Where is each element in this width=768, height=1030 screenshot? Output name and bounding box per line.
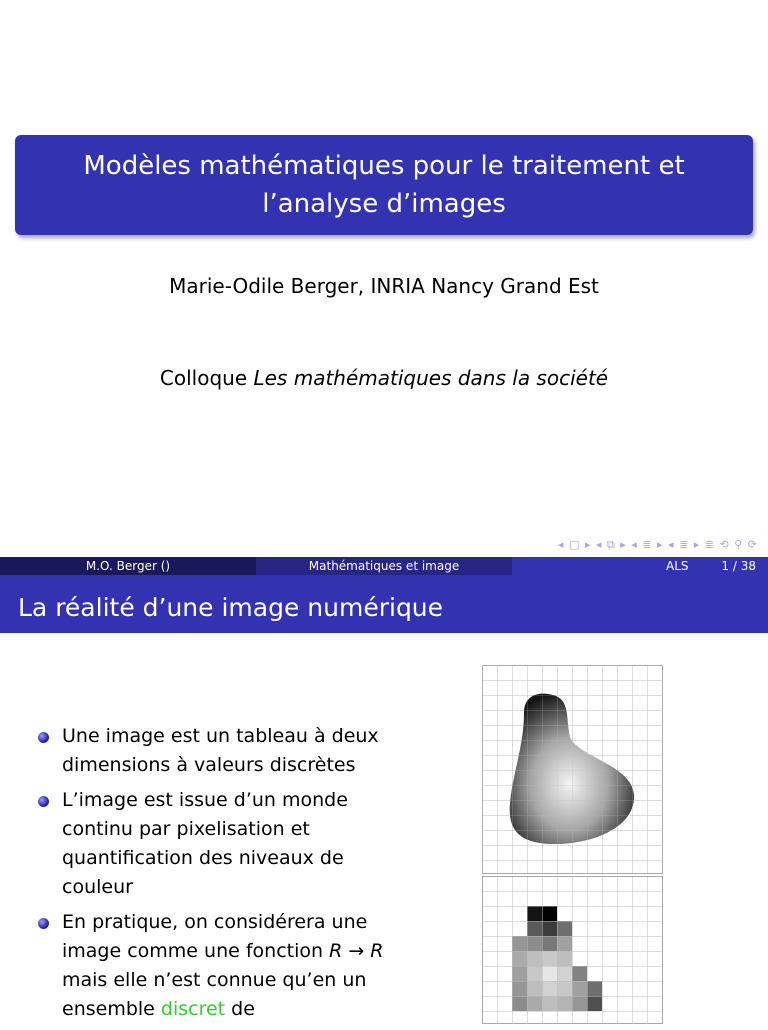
footer-bar <box>0 557 768 575</box>
bullet-text: L’image est issue d’un monde continu par pixelisation et quantification des niveaux de couleur <box>62 789 348 898</box>
footer-author: M.O. Berger () <box>0 557 256 575</box>
event-name: Les mathématiques dans la société <box>253 366 609 390</box>
footer-institute: ALS <box>666 559 689 573</box>
bullet-item <box>38 722 388 780</box>
presentation-title: Modèles mathématiques pour le traitement et l’analyse d’images <box>83 151 685 219</box>
event-prefix: Colloque <box>159 366 254 390</box>
highlight-word: discret <box>160 998 226 1020</box>
bullet-icon <box>38 796 49 807</box>
title-block <box>15 135 753 235</box>
math-expression: R → R <box>329 940 384 962</box>
bullet-list <box>38 722 388 1030</box>
bullet-text-mid: mais elle n’est connue qu’en un ensemble <box>62 969 367 1020</box>
bullet-icon <box>38 918 49 929</box>
pixelated-image-figure <box>482 876 663 1024</box>
bullet-text: Une image est un tableau à deux dimensions à valeurs discrètes <box>62 725 379 776</box>
author-line: Marie-Odile Berger, INRIA Nancy Grand Est <box>169 274 599 298</box>
bullet-item <box>38 786 388 902</box>
frame-title: La réalité d’une image numérique <box>0 575 768 633</box>
event-line <box>0 366 768 390</box>
beamer-navigation-icons[interactable]: ◂ □ ▸ ◂ ⧉ ▸ ◂ ≣ ▸ ◂ ≣ ▸ ≣ ⟲ ⚲ ⟳ <box>557 538 758 551</box>
footer-right <box>512 557 768 575</box>
footer-page-number: 1 / 38 <box>721 559 756 573</box>
continuous-image-figure <box>482 665 663 874</box>
bullet-text-after: de <box>225 998 255 1020</box>
bullet-icon <box>38 732 49 743</box>
bullet-text-before: En pratique, on considérera une image comme une fonction <box>62 911 368 962</box>
bullet-item <box>38 908 388 1024</box>
footer-title: Mathématiques et image <box>256 557 512 575</box>
